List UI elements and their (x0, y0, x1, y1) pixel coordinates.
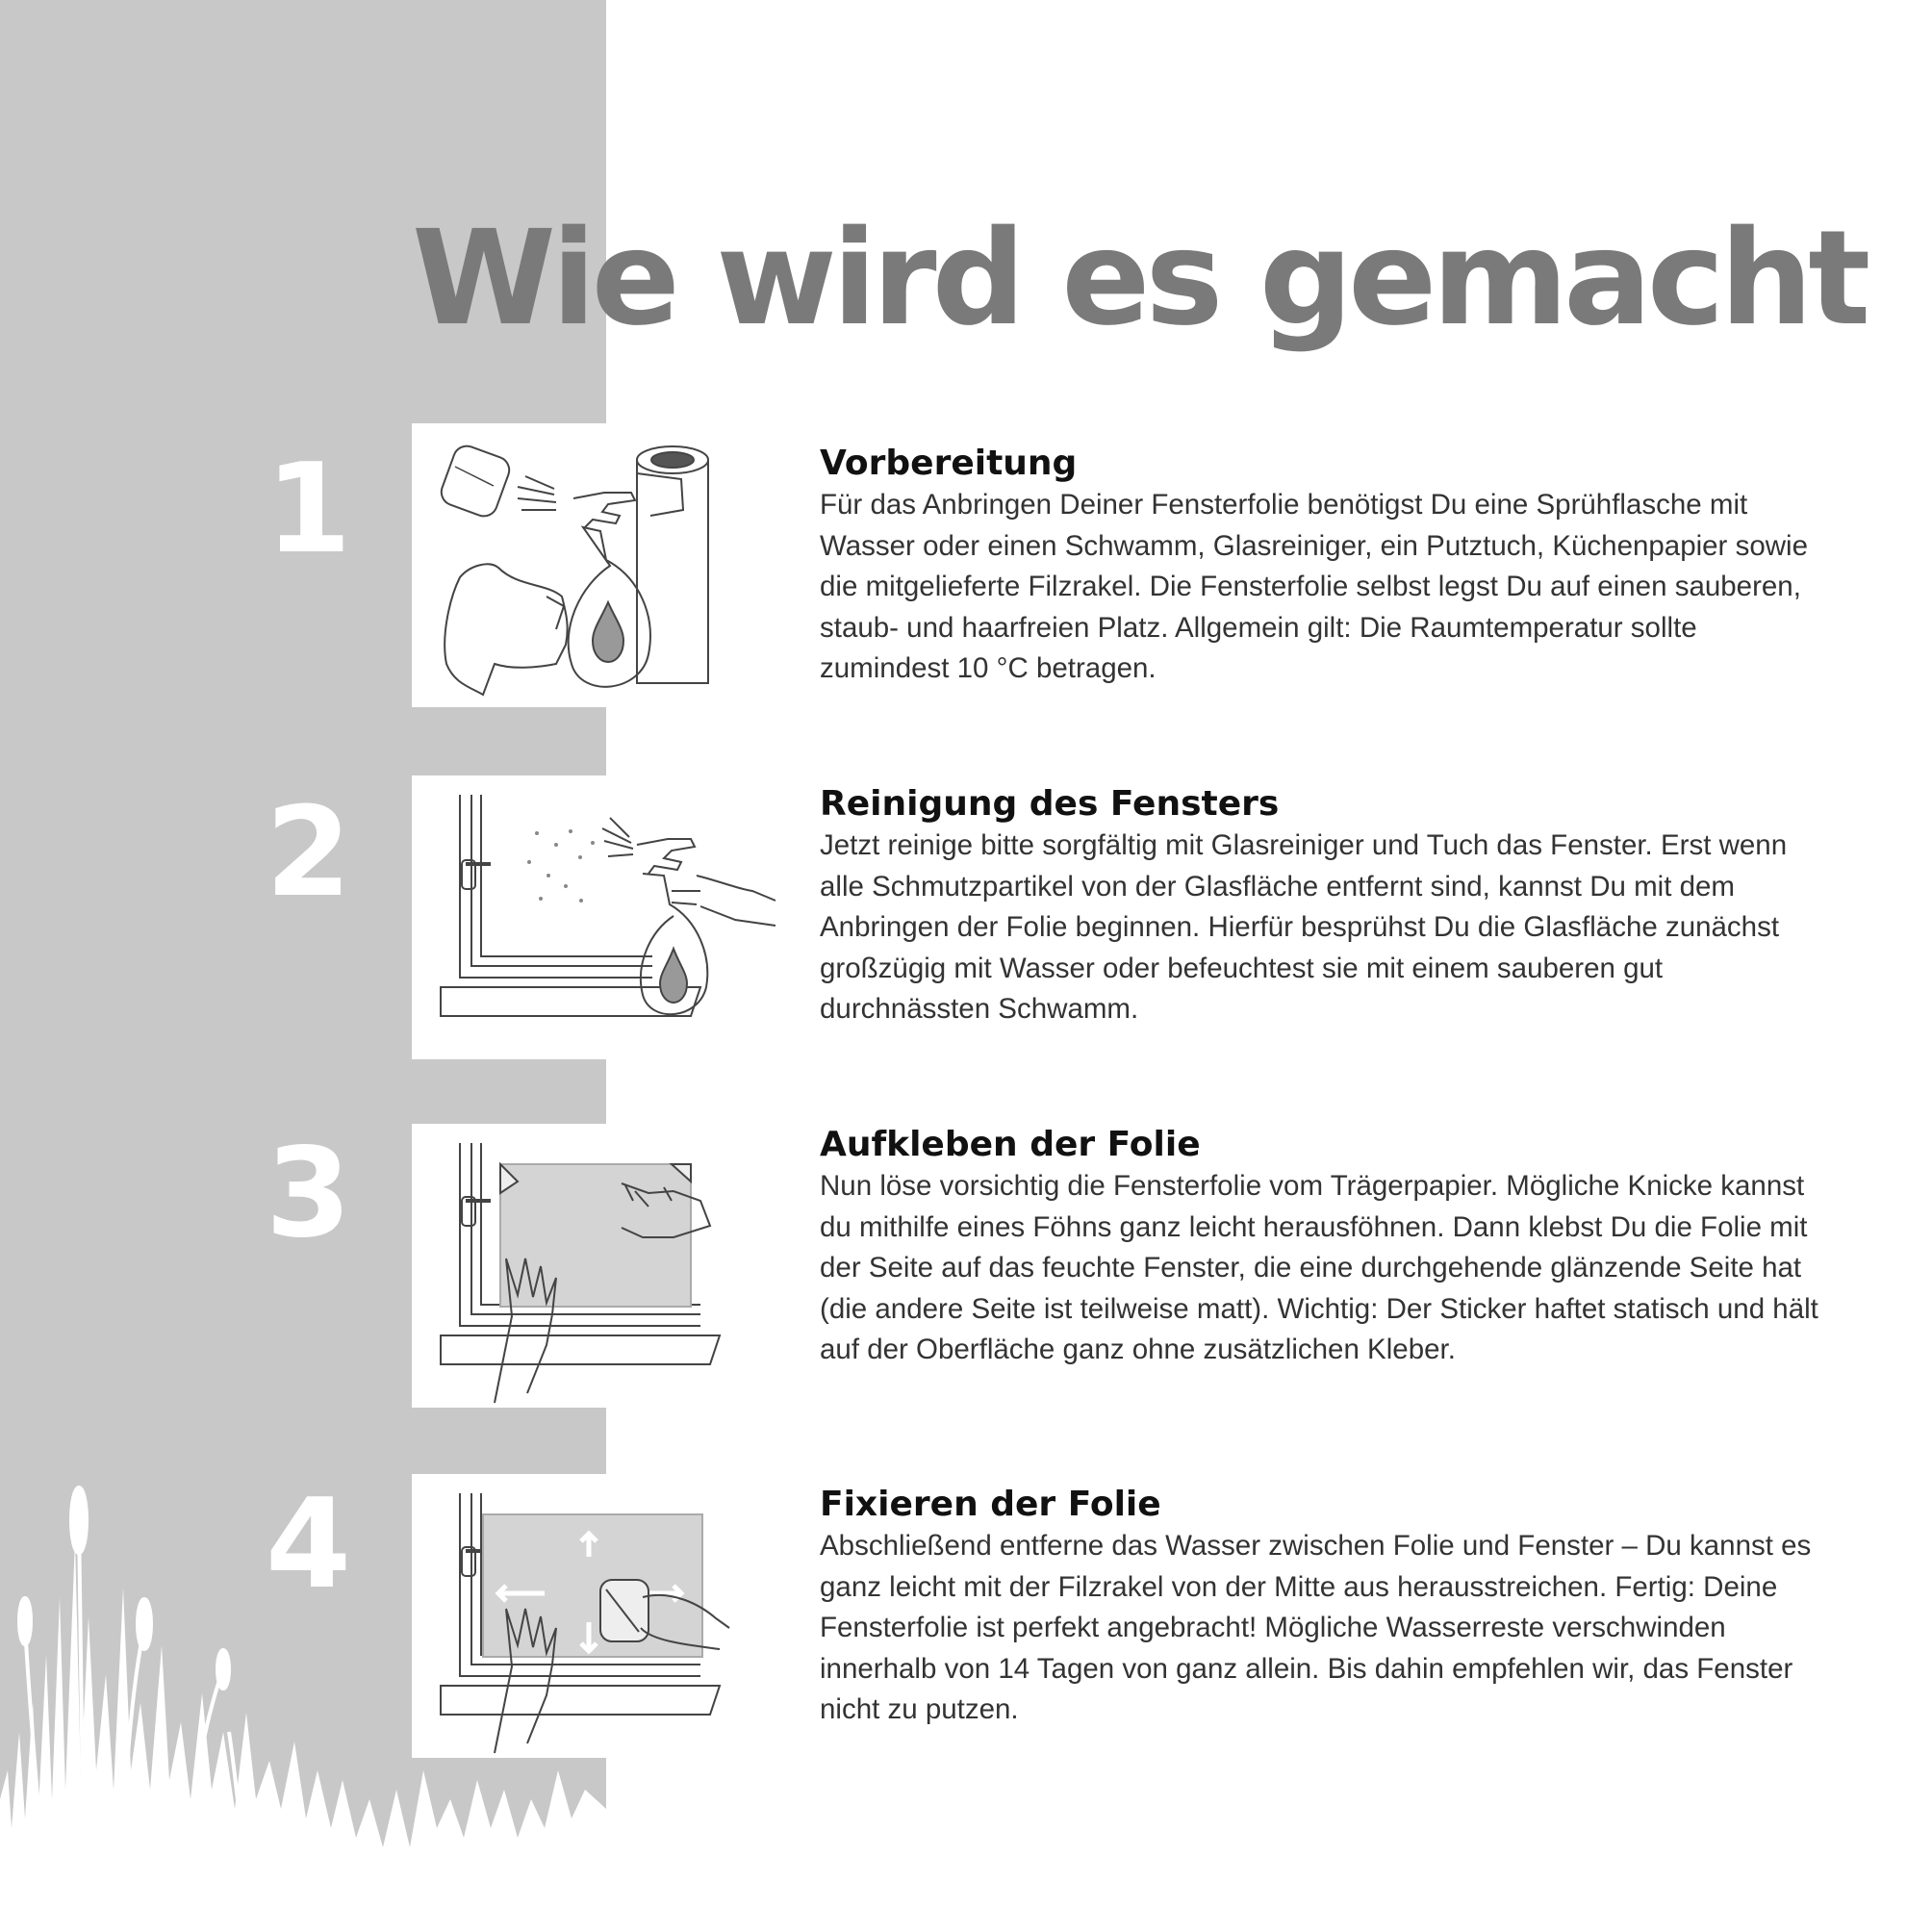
supplies-illustration-icon (412, 423, 606, 707)
step-number-3: 3 (266, 1122, 352, 1265)
step-number-4: 4 (266, 1473, 352, 1616)
step-body-4: Abschließend entferne das Wasser zwischen Folie und Fenster – Du kannst es ganz leicht mit der Filzrakel von der Mitte aus herausstreichen. Fertig: Deine Fensterfolie ist perfekt angebracht! Mögliche Wasserreste verschwinden innerhalb von 14 Tagen von ganz allein. Bis dahin empfehlen wir, das Fenster nicht zu putzen. (820, 1530, 1812, 1726)
applying-film-illustration-icon (412, 1124, 606, 1408)
step-title-3: Aufkleben der Folie (820, 1125, 1201, 1164)
step-body-2: Jetzt reinige bitte sorgfältig mit Glasreiniger und Tuch das Fenster. Erst wenn alle Schmutzpartikel von der Glasfläche entfernt sind, kannst Du mit dem Anbringen der Folie beginnen. Hierfür besprühst Du die Glasfläche zunächst großzügig mit Wasser oder befeuchtest sie mit einem sauberen gut durchnässten Schwamm. (820, 829, 1788, 1026)
cleaning-window-illustration-icon (412, 775, 606, 1059)
step-title-2: Reinigung des Fensters (820, 784, 1280, 824)
step-number-2: 2 (266, 781, 352, 925)
step-title-4: Fixieren der Folie (820, 1485, 1161, 1524)
page-title: Wie wird es gemacht (412, 203, 1867, 355)
step-body-3: Nun löse vorsichtig die Fensterfolie vom Trägerpapier. Mögliche Knicke kannst du mithilfe eines Föhns ganz leicht herausföhnen. Dann klebst Du die Folie mit der Seite auf das feuchte Fenster, die eine durchgehende glänzende Seite hat (die andere Seite ist teilweise matt). Wichtig: Der Sticker haftet statisch und hält auf der Oberfläche ganz ohne zusätzlichen Kleber. (820, 1170, 1818, 1366)
step-title-1: Vorbereitung (820, 444, 1078, 483)
step-body-1: Für das Anbringen Deiner Fensterfolie benötigst Du eine Sprühflasche mit Wasser oder einen Schwamm, Glasreiniger, ein Putztuch, Küchenpapier sowie die mitgelieferte Filzrakel. Die Fensterfolie selbst legst Du auf einen sauberen, staub- und haarfreien Platz. Allgemein gilt: Die Raumtemperatur sollte zumindest 10 °C betragen. (820, 489, 1808, 685)
step-number-1: 1 (266, 438, 352, 581)
squeegee-fixing-illustration-icon (412, 1474, 606, 1758)
